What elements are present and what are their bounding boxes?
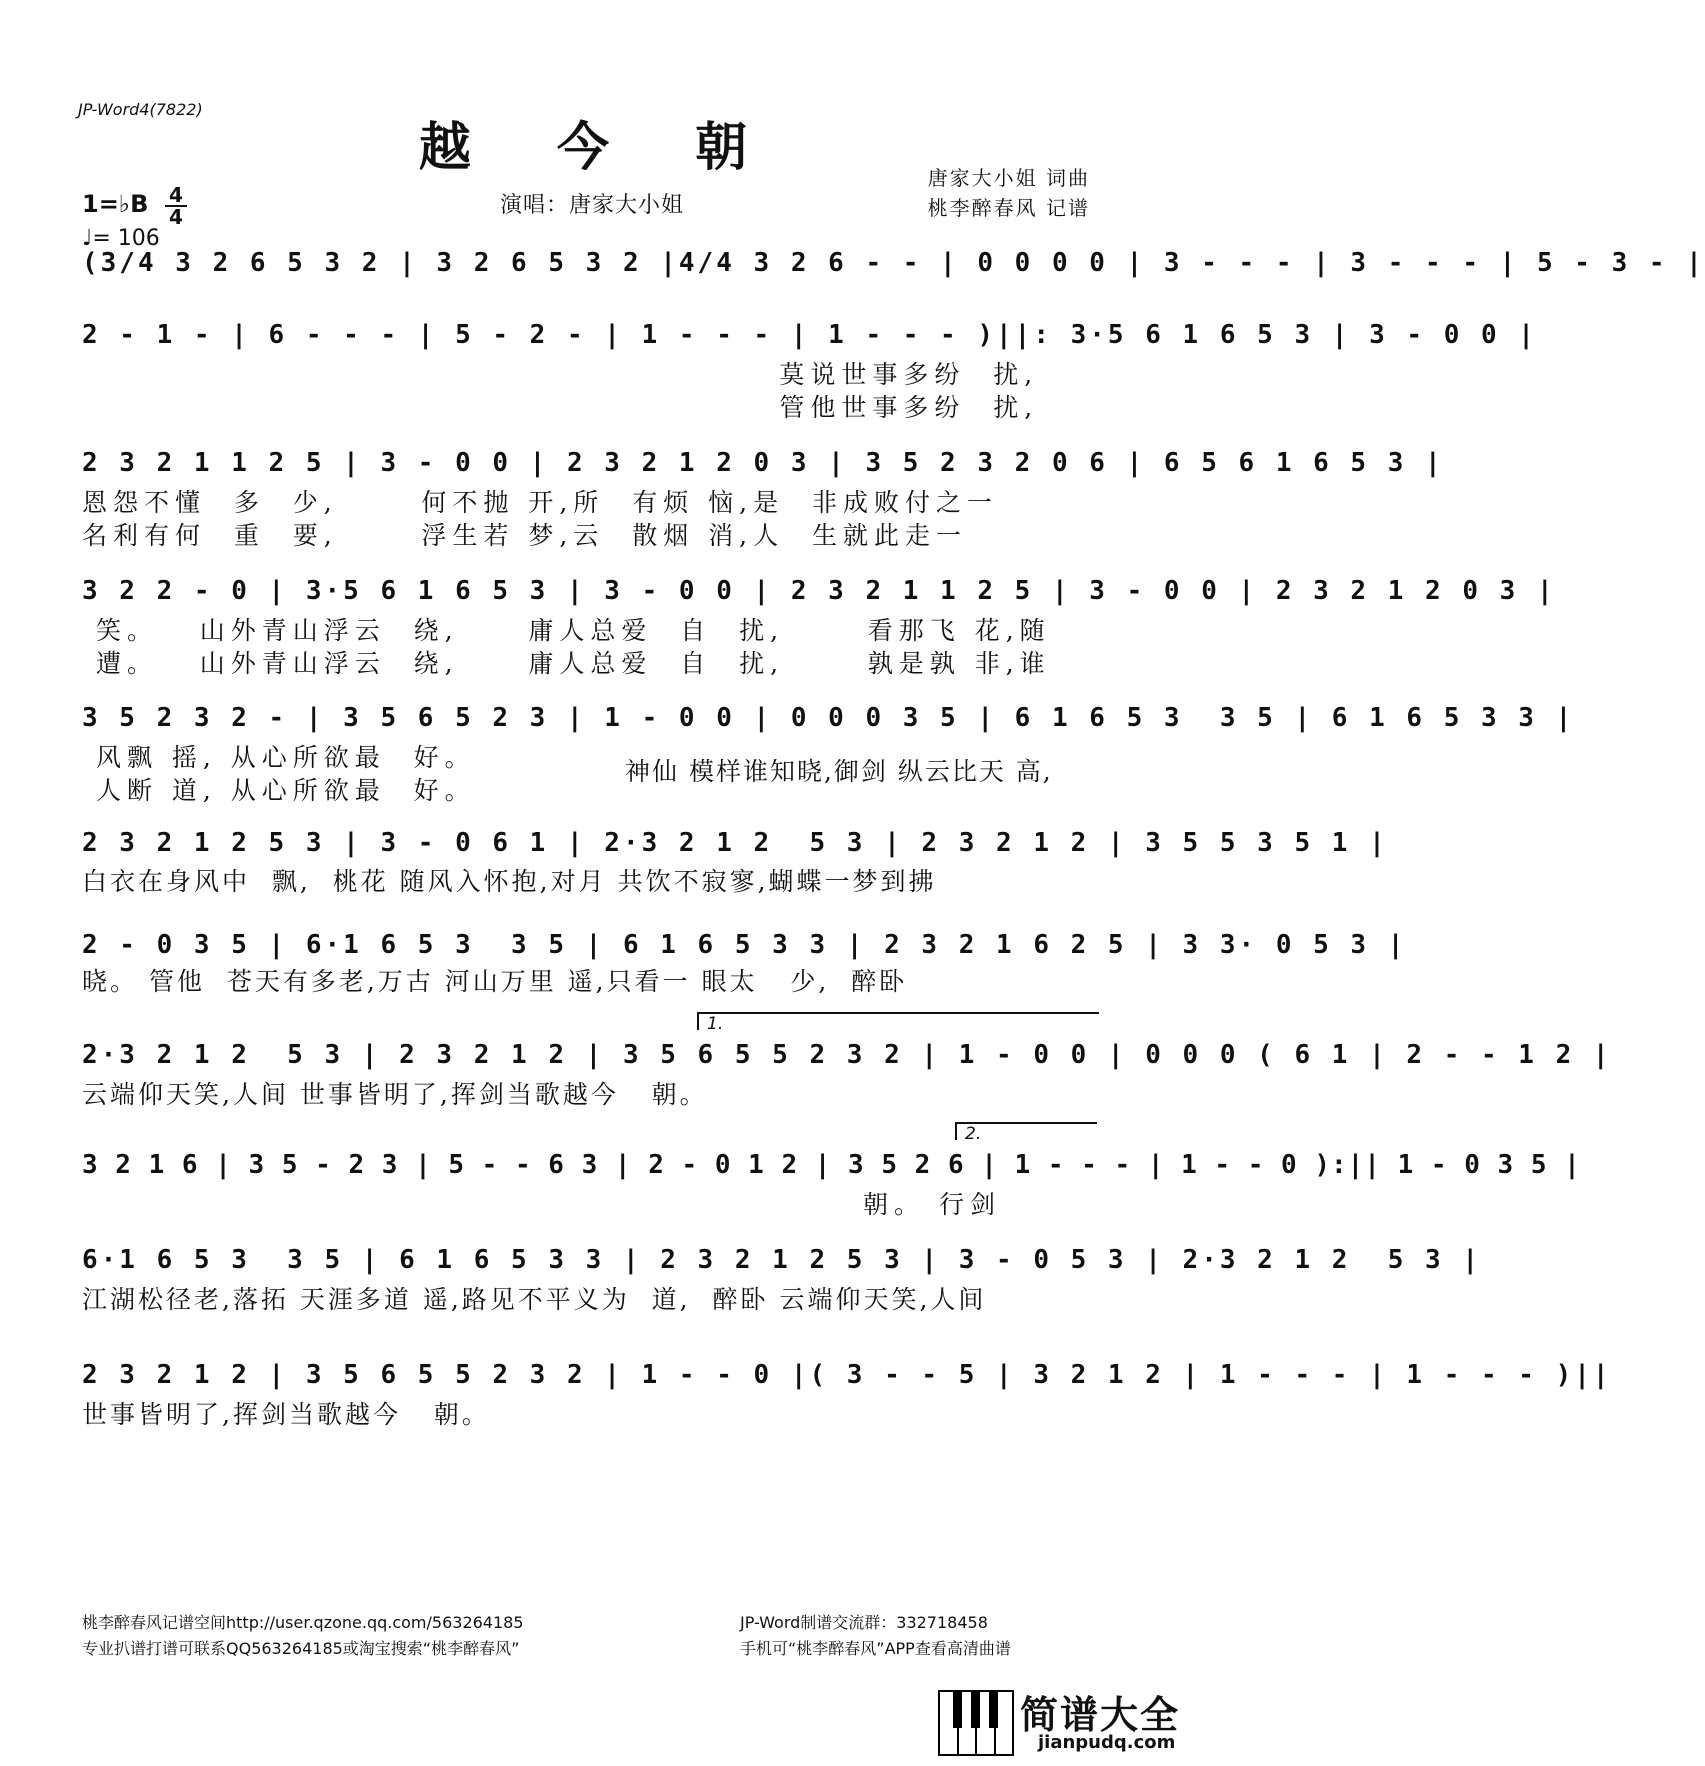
composer-credit: 唐家大小姐 词曲 xyxy=(927,166,1090,190)
lyric-line: 风飘 摇, 从心所欲最 好。 xyxy=(82,743,476,772)
volta-number: 2. xyxy=(965,1124,982,1144)
notation-line: 3 2 1 6 | 3 5 - 2 3 | 5 - - 6 3 | 2 - 0 1 2 | 3 5 2 6 | 1 - - - | 1 - - 0 ):|| 1 - 0 3 5 | xyxy=(82,1150,1581,1180)
notation-line: 3 2 2 - 0 | 3·5 6 1 6 5 3 | 3 - 0 0 | 2 3 2 1 1 2 5 | 3 - 0 0 | 2 3 2 1 2 0 3 | xyxy=(82,576,1556,606)
lyric-line: 恩怨不懂 多 少, 何不抛 开,所 有烦 恼,是 非成败付之一 xyxy=(82,488,998,517)
lyric-line: 人断 道, 从心所欲最 好。 xyxy=(82,776,476,805)
lyric-line: 朝。 行剑 xyxy=(82,1190,1001,1219)
lyric-line: 晓。 管他 苍天有多老,万古 河山万里 遥,只看一 眼太 少, 醉卧 xyxy=(82,967,908,996)
notation-line: 2 3 2 1 2 | 3 5 6 5 5 2 3 2 | 1 - - 0 |( 3 - - 5 | 3 2 1 2 | 1 - - - | 1 - - - )|| xyxy=(82,1360,1612,1390)
notation-line: (3/4 3 2 6 5 3 2 | 3 2 6 5 3 2 |4/4 3 2 6 - - | 0 0 0 0 | 3 - - - | 3 - - - | 5 - 3 - | xyxy=(82,248,1705,278)
notation-line: 2·3 2 1 2 5 3 | 2 3 2 1 2 | 3 5 6 5 5 2 3 2 | 1 - 0 0 | 0 0 0 ( 6 1 | 2 - - 1 2 | xyxy=(82,1040,1612,1070)
notation-line: 2 3 2 1 2 5 3 | 3 - 0 6 1 | 2·3 2 1 2 5 3 | 2 3 2 1 2 | 3 5 5 3 5 1 | xyxy=(82,828,1388,858)
lyric-line: 云端仰天笑,人间 世事皆明了,挥剑当歌越今 朝。 xyxy=(82,1080,708,1109)
footer-group: JP-Word制谱交流群：332718458 xyxy=(740,1613,988,1632)
volta-bracket xyxy=(697,1012,1099,1034)
notation-line: 6·1 6 5 3 3 5 | 6 1 6 5 3 3 | 2 3 2 1 2 5 3 | 3 - 0 5 3 | 2·3 2 1 2 5 3 | xyxy=(82,1245,1481,1275)
singer-credit: 演唱：唐家大小姐 xyxy=(500,193,685,218)
footer-contact: 专业扒谱打谱可联系QQ563264185或淘宝搜索“桃李醉春风” xyxy=(82,1639,520,1658)
lyric-line-right: 神仙 模样谁知晓,御剑 纵云比天 高, xyxy=(625,757,1053,786)
notation-line: 2 - 0 3 5 | 6·1 6 5 3 3 5 | 6 1 6 5 3 3 | 2 3 2 1 6 2 5 | 3 3· 0 5 3 | xyxy=(82,930,1407,960)
transcriber-credit: 桃李醉春风 记谱 xyxy=(927,196,1090,220)
site-logo xyxy=(938,1684,1190,1758)
logo-url: jianpudq.com xyxy=(1038,1732,1176,1753)
time-signature-bottom: 4 xyxy=(169,205,183,229)
volta-bracket xyxy=(955,1122,1097,1144)
tempo-marking: ♩= 106 xyxy=(82,226,160,251)
key-signature: 1=♭B xyxy=(82,190,149,218)
footer-qzone: 桃李醉春风记谱空间http://user.qzone.qq.com/563264185 xyxy=(82,1613,524,1632)
lyric-line: 江湖松径老,落拓 天涯多道 遥,路见不平义为 道, 醉卧 云端仰天笑,人间 xyxy=(82,1285,987,1314)
lyric-line: 白衣在身风中 飘, 桃花 随风入怀抱,对月 共饮不寂寥,蝴蝶一梦到拂 xyxy=(82,867,937,896)
lyric-line: 莫说世事多纷 扰, xyxy=(82,360,1039,389)
volta-number: 1. xyxy=(707,1014,724,1034)
lyric-line: 笑。 山外青山浮云 绕, 庸人总爱 自 扰, 看那飞 花,随 xyxy=(82,616,1051,645)
lyric-line: 世事皆明了,挥剑当歌越今 朝。 xyxy=(82,1400,490,1429)
software-label: JP-Word4(7822) xyxy=(78,100,203,119)
notation-line: 3 5 2 3 2 - | 3 5 6 5 2 3 | 1 - 0 0 | 0 0 0 3 5 | 6 1 6 5 3 3 5 | 6 1 6 5 3 3 | xyxy=(82,703,1575,733)
time-signature-top: 4 xyxy=(169,183,183,207)
notation-line: 2 - 1 - | 6 - - - | 5 - 2 - | 1 - - - | 1 - - - )||: 3·5 6 1 6 5 3 | 3 - 0 0 | xyxy=(82,320,1537,350)
lyric-line: 名利有何 重 要, 浮生若 梦,云 散烟 消,人 生就此走一 xyxy=(82,521,967,550)
logo-name: 简谱大全 xyxy=(1020,1693,1181,1737)
lyric-line: 遭。 山外青山浮云 绕, 庸人总爱 自 扰, 孰是孰 非,谁 xyxy=(82,649,1051,678)
notation-line: 2 3 2 1 1 2 5 | 3 - 0 0 | 2 3 2 1 2 0 3 | 3 5 2 3 2 0 6 | 6 5 6 1 6 5 3 | xyxy=(82,448,1444,478)
lyric-line: 管他世事多纷 扰, xyxy=(82,393,1039,422)
time-signature xyxy=(165,183,187,229)
page-title: 越 今 朝 xyxy=(418,117,782,178)
footer-app: 手机可“桃李醉春风”APP查看高清曲谱 xyxy=(740,1639,1011,1658)
piano-keys-icon xyxy=(938,1690,1014,1756)
